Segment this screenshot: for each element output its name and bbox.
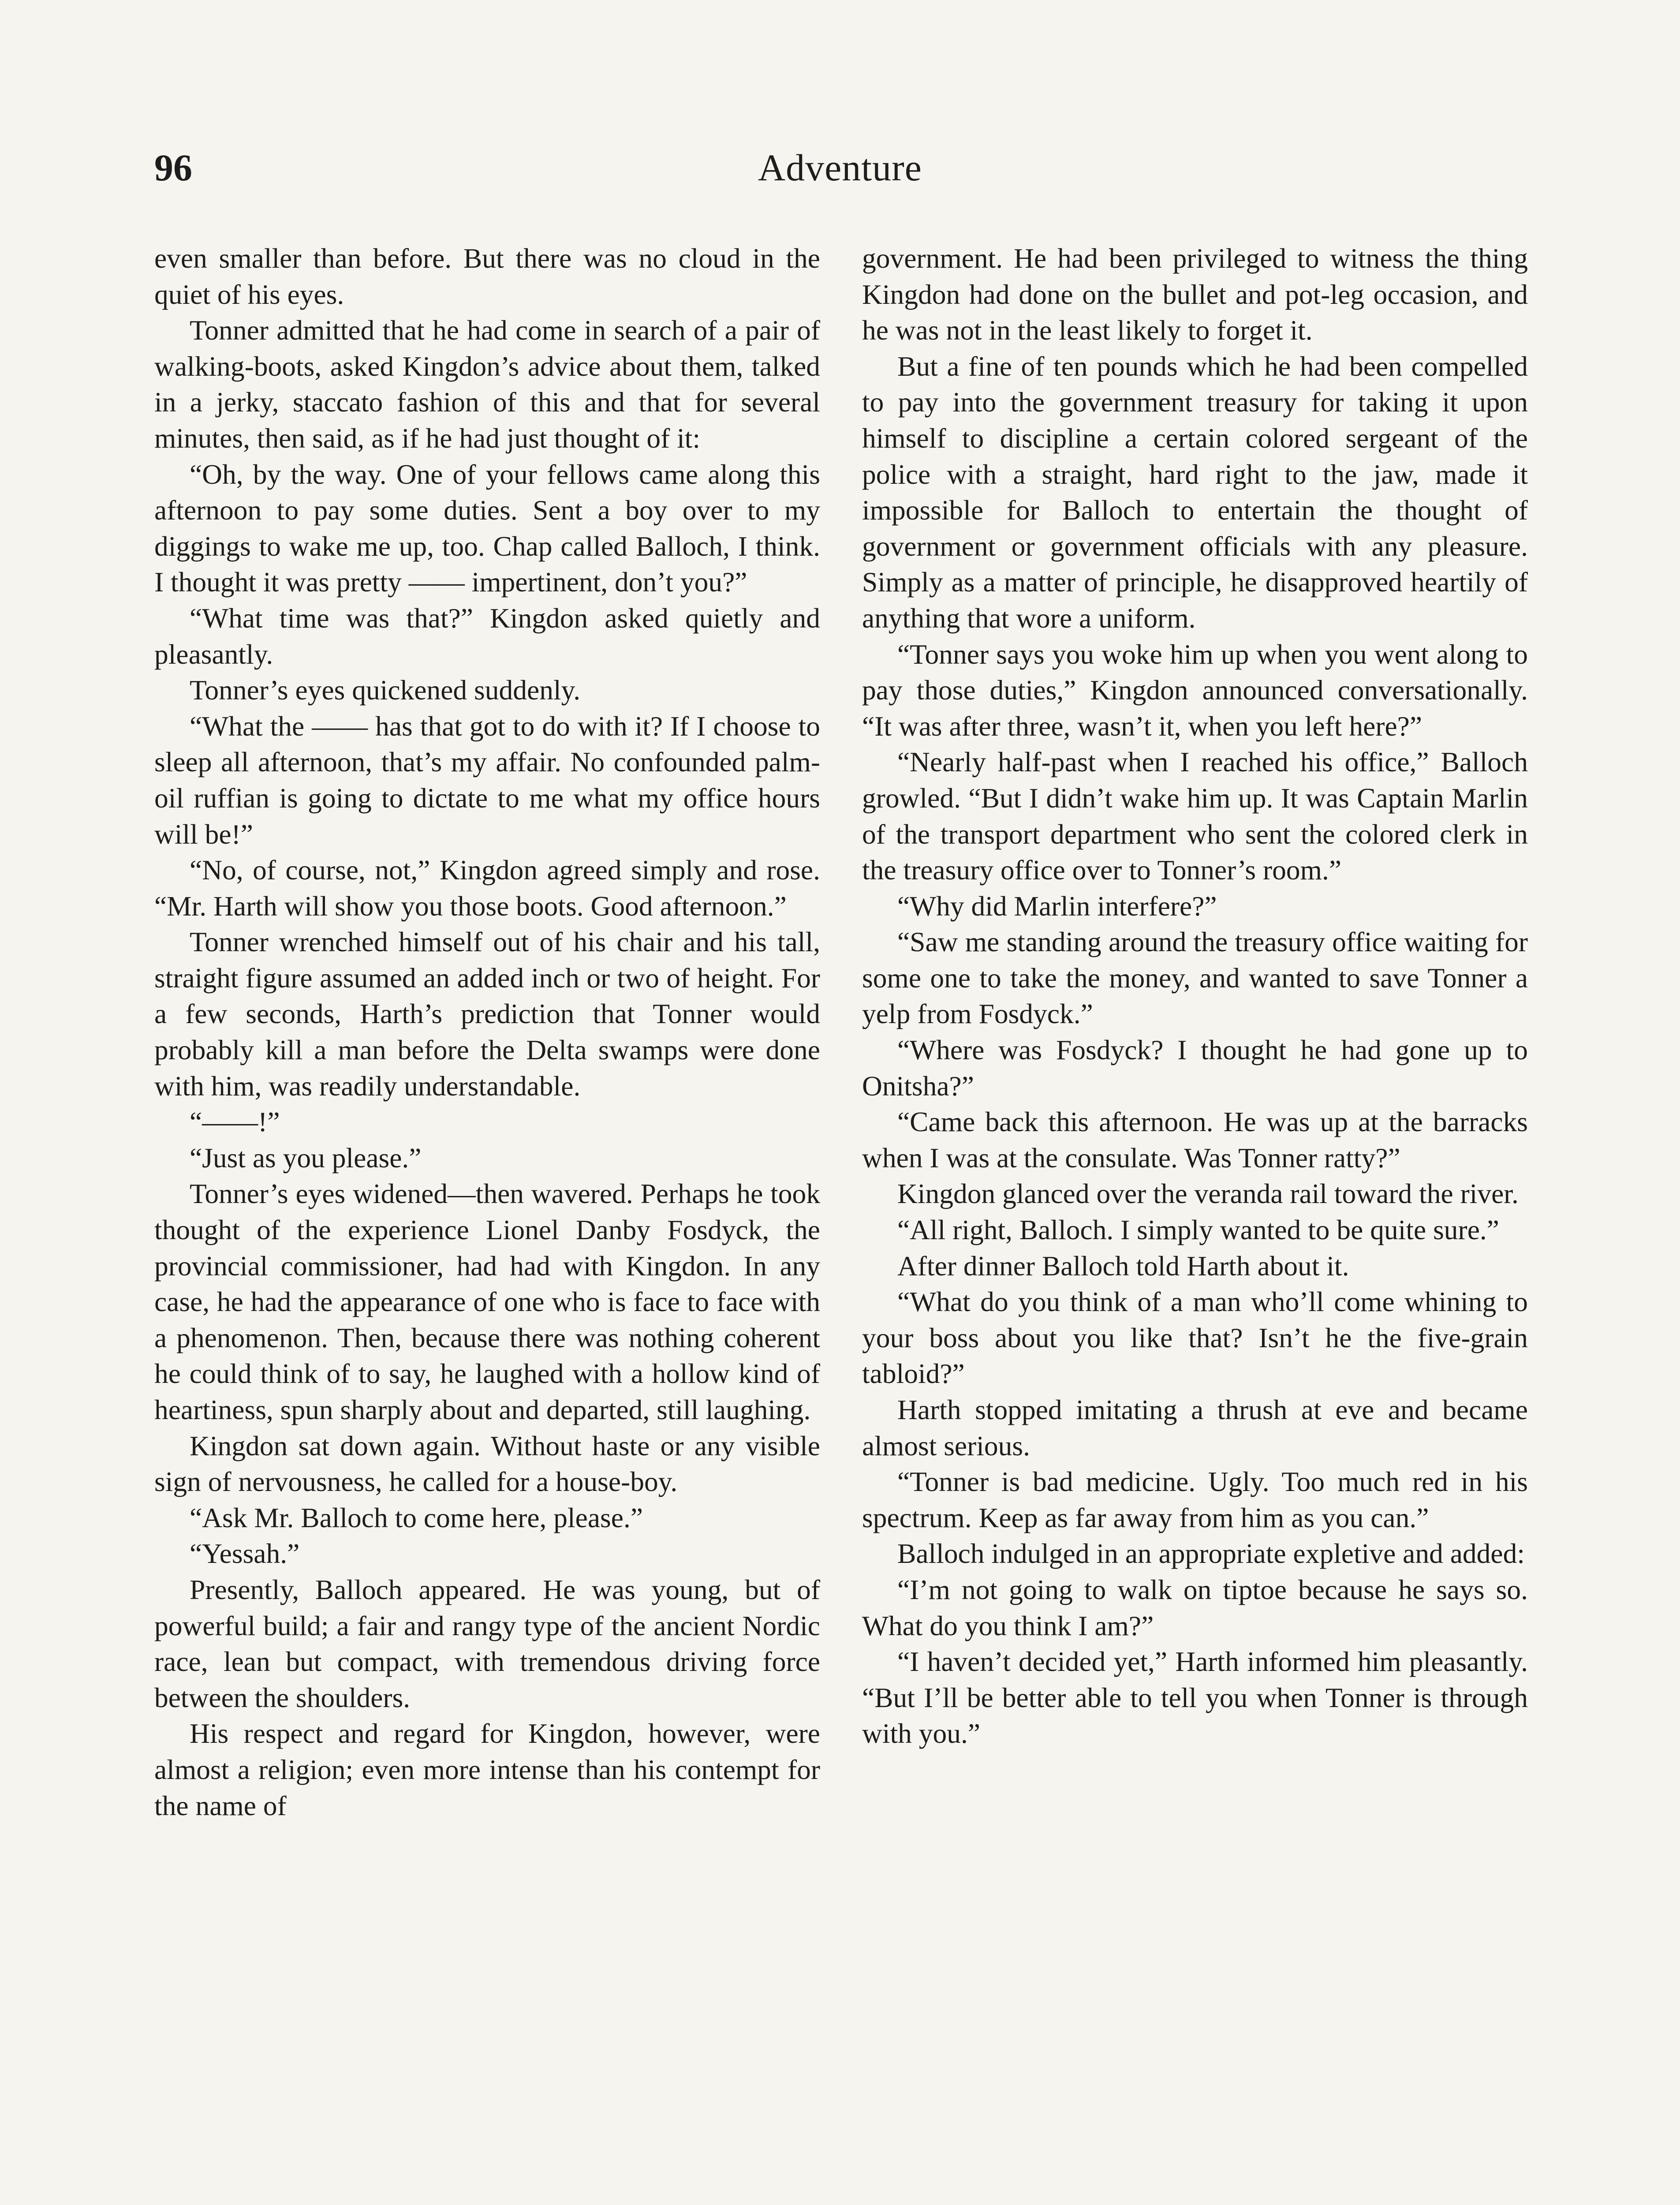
paragraph: Kingdon sat down again. Without haste or any visible sign of nervousness, he called for a house-boy.: [154, 1430, 820, 1498]
right-column: [862, 240, 1528, 1752]
paragraph: “What the —— has that got to do with it? If I choose to sleep all afternoon, that’s my affair. No confounded palm-oil ruffian is going to dictate to me what my office hours will be!”: [154, 710, 820, 850]
paragraph: “Tonner says you woke him up when you went along to pay those duties,” Kingdon announced conversationally. “It was after three, wasn’t it, when you left here?”: [862, 638, 1528, 742]
paragraph: “——!”: [190, 1106, 280, 1138]
paragraph: “What time was that?” Kingdon asked quietly and pleasantly.: [154, 602, 820, 670]
page-number: 96: [154, 146, 192, 189]
paragraph: “I’m not going to walk on tiptoe because he says so. What do you think I am?”: [862, 1573, 1528, 1641]
paragraph: “No, of course, not,” Kingdon agreed simply and rose. “Mr. Harth will show you those boots. Good afternoon.”: [154, 854, 820, 922]
paragraph: “Yessah.”: [190, 1538, 300, 1570]
page-header: [154, 146, 1526, 207]
paragraph: Kingdon glanced over the veranda rail toward the river.: [897, 1178, 1519, 1210]
paragraph: But a fine of ten pounds which he had been compelled to pay into the government treasury for taking it upon himself to discipline a certain colored sergeant of the police with a straight, hard right to the jaw, made it impossible for Balloch to entertain the thought of government or government officials with any pleasure. Simply as a matter of principle, he disapproved heartily of anything that wore a uniform.: [862, 350, 1528, 634]
left-column: [154, 240, 820, 1824]
paragraph: After dinner Balloch told Harth about it.: [897, 1250, 1349, 1282]
paragraph: “Why did Marlin interfere?”: [897, 890, 1217, 922]
running-head: Adventure: [758, 146, 922, 189]
paragraph: “All right, Balloch. I simply wanted to be quite sure.”: [897, 1214, 1499, 1246]
paragraph: “I haven’t decided yet,” Harth informed him pleasantly. “But I’ll be better able to tell you when Tonner is through with you.”: [862, 1646, 1528, 1749]
paragraph: “Where was Fosdyck? I thought he had gone up to Onitsha?”: [862, 1034, 1528, 1102]
paragraph: Harth stopped imitating a thrush at eve and became almost serious.: [862, 1394, 1528, 1461]
paragraph: “Came back this afternoon. He was up at the barracks when I was at the consulate. Was Tonner ratty?”: [862, 1106, 1528, 1174]
paragraph: Tonner’s eyes quickened suddenly.: [190, 674, 581, 706]
paragraph: His respect and regard for Kingdon, however, were almost a religion; even more intense than his contempt for the name of: [154, 1718, 820, 1821]
paragraph: “What do you think of a man who’ll come whining to your boss about you like that? Isn’t he the five-grain tabloid?”: [862, 1286, 1528, 1390]
paragraph: “Saw me standing around the treasury office waiting for some one to take the money, and wanted to save Tonner a yelp from Fosdyck.”: [862, 926, 1528, 1030]
paragraph: “Just as you please.”: [190, 1142, 422, 1174]
paragraph: Tonner admitted that he had come in search of a pair of walking-boots, asked Kingdon’s advice about them, talked in a jerky, staccato fashion of this and that for several minutes, then said, as if he had just thought of it:: [154, 314, 820, 454]
paragraph: Presently, Balloch appeared. He was young, but of powerful build; a fair and rangy type of the ancient Nordic race, lean but compact, with tremendous driving force between the shoulders.: [154, 1573, 820, 1713]
paragraph: “Oh, by the way. One of your fellows came along this afternoon to pay some duties. Sent a boy over to my diggings to wake me up, too. Chap called Balloch, I think. I thought it was pretty —— impertinent, don’t you?”: [154, 458, 820, 598]
paragraph: even smaller than before. But there was no cloud in the quiet of his eyes.: [154, 243, 820, 310]
paragraph: “Tonner is bad medicine. Ugly. Too much red in his spectrum. Keep as far away from him as you can.”: [862, 1466, 1528, 1533]
paragraph: “Nearly half-past when I reached his office,” Balloch growled. “But I didn’t wake him up. It was Captain Marlin of the transport department who sent the colored clerk in the treasury office over to Tonner’s room.”: [862, 746, 1528, 886]
paragraph: Tonner’s eyes widened—then wavered. Perhaps he took thought of the experience Lionel Danby Fosdyck, the provincial commissioner, had had with Kingdon. In any case, he had the appearance of one who is face to face with a phenomenon. Then, because there was nothing coherent he could think of to say, he laughed with a hollow kind of heartiness, spun sharply about and departed, still laughing.: [154, 1178, 820, 1425]
paragraph: “Ask Mr. Balloch to come here, please.”: [190, 1502, 643, 1533]
paragraph: government. He had been privileged to witness the thing Kingdon had done on the bullet and pot-leg occasion, and he was not in the least likely to forget it.: [862, 243, 1528, 346]
paragraph: Tonner wrenched himself out of his chair and his tall, straight figure assumed an added inch or two of height. For a few seconds, Harth’s prediction that Tonner would probably kill a man before the Delta swamps were done with him, was readily understandable.: [154, 926, 820, 1102]
paragraph: Balloch indulged in an appropriate expletive and added:: [897, 1538, 1525, 1570]
